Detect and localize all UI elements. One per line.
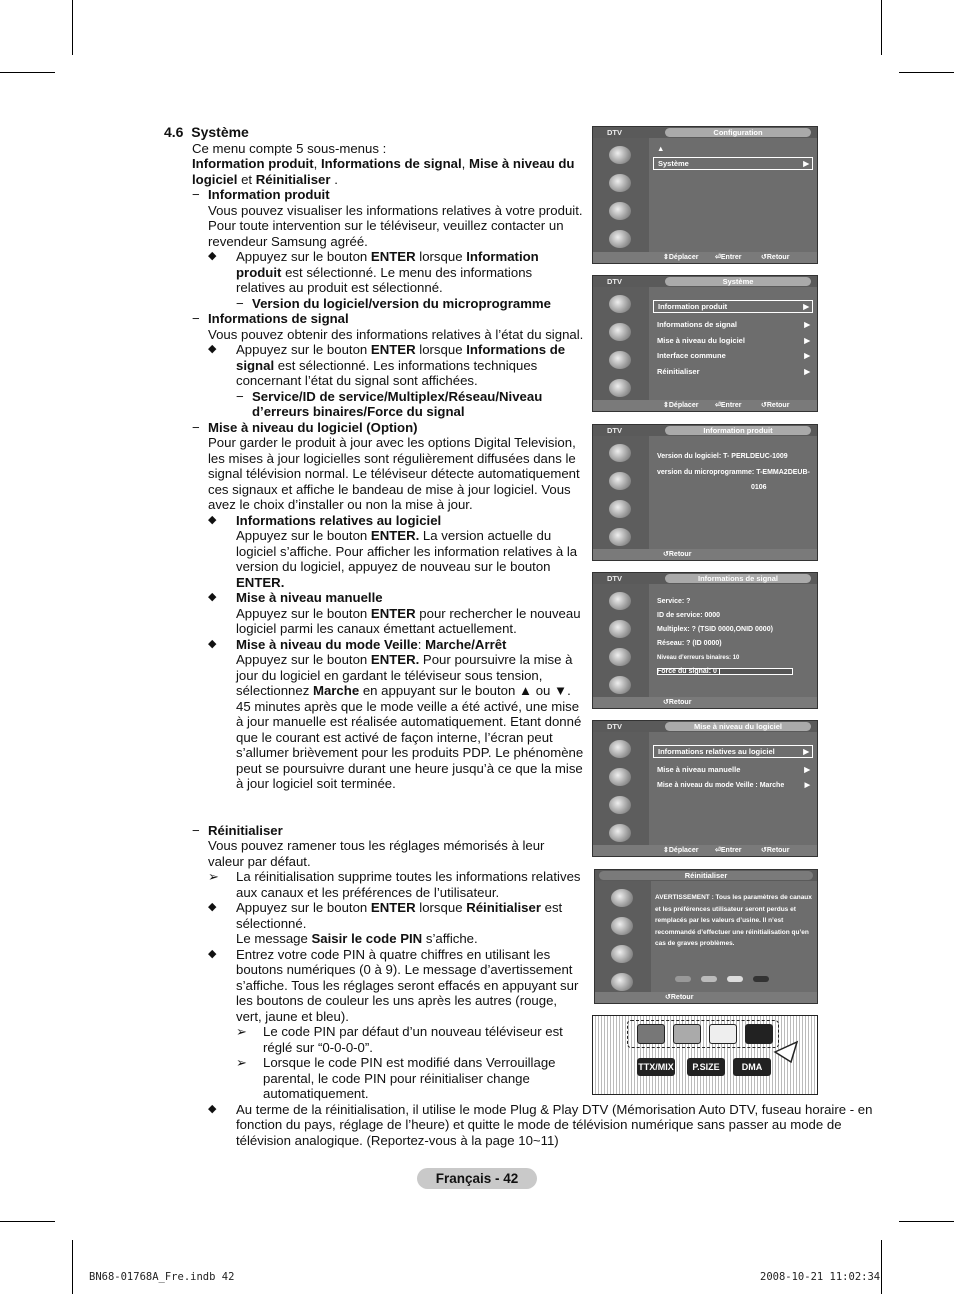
menu-item[interactable]: Mise à niveau du mode Veille : Marche ▶: [657, 781, 810, 789]
section-heading: 4.6 Système: [164, 124, 249, 140]
ttx-mix-button[interactable]: TTX/MIX: [637, 1058, 675, 1076]
menu-item[interactable]: Mise à niveau manuelle ▶: [657, 765, 810, 774]
menu-item[interactable]: Réinitialiser ▶: [657, 366, 810, 376]
crop-mark: [881, 0, 882, 55]
screen-mise-a-niveau: DTV Mise à niveau du logiciel Informations relatives au logiciel ▶ Mise à niveau manuelle ▶ Mise à niveau du mode Veille : Marche ▶ ⇕ Déplacer ⏎ Entrer ↺ Retour: [592, 720, 818, 857]
blue-dot: [753, 976, 769, 982]
picture-icon: [609, 295, 631, 313]
menu-item[interactable]: Information produit ▶: [653, 300, 813, 313]
crop-mark: [899, 1221, 954, 1222]
sound-icon: [609, 174, 631, 192]
intro: Ce menu compte 5 sous-menus : Information produit, Informations de signal, Mise à niveau du logiciel et Réinitialiser .: [192, 140, 575, 187]
yellow-dot: [727, 976, 743, 982]
imprint-file: BN68-01768A_Fre.indb 42: [89, 1271, 235, 1283]
picture-icon: [611, 889, 633, 907]
picture-icon: [609, 740, 631, 758]
sound-icon: [609, 472, 631, 490]
picture-icon: [609, 444, 631, 462]
color-buttons: [675, 976, 795, 982]
crop-mark: [72, 0, 73, 55]
menu-item[interactable]: Interface commune ▶: [657, 351, 810, 360]
setup-icon: [609, 230, 631, 248]
setup-icon: [609, 676, 631, 694]
menu-item[interactable]: Informations relatives au logiciel ▶: [653, 745, 813, 758]
screen-information-produit: DTV Information produit Version du logiciel: T- PERLDEUC-1009 version du microprogramme: T-EMMA2DEUB- 0106 ↺ Retour: [592, 424, 818, 561]
setup-icon: [611, 973, 633, 991]
yellow-button[interactable]: [709, 1024, 737, 1044]
crop-mark: [899, 72, 954, 73]
crop-mark: [881, 1240, 882, 1294]
screen-reinitialiser: Réinitialiser AVERTISSEMENT : Tous les paramètres de canaux et les préférences utilisateur seront perdus et remplacés par les valeurs d’usine. Il n’est recommandé d’effectuer une réinitialisation qu’en cas de graves problèmes. ↺ Retour: [594, 869, 818, 1004]
sound-icon: [609, 323, 631, 341]
blue-button[interactable]: [745, 1024, 773, 1044]
sound-icon: [609, 768, 631, 786]
menu-item[interactable]: Informations de signal ▶: [657, 320, 810, 329]
channel-icon: [609, 648, 631, 666]
page-footer: Français - 42: [417, 1168, 537, 1189]
remote-illustration: [592, 1015, 818, 1095]
crop-mark: [0, 1221, 55, 1222]
channel-icon: [609, 202, 631, 220]
info-signal: − Informations de signal Vous pouvez obtenir des informations relatives à l’état du signal. ◆ Appuyez sur le bouton ENTER lorsque Informations de signal est sélectionné. Les informations techniques concernant l’état du signal sont affichées. − Service/ID de service/Multiplex/Réseau/Niveau d’erreurs binaires/Force du signal: [192, 311, 584, 419]
channel-icon: [609, 500, 631, 518]
screen-informations-signal: DTV Informations de signal Service: ? ID de service: 0000 Multiplex: ? (TSID 0000,ONID 0000) Réseau: ? (ID 0000) Niveau d’erreurs binaires: 10 Force du signal: 0 ↺ Retour: [592, 572, 818, 709]
red-dot: [675, 976, 691, 982]
info-produit: − Information produit Vous pouvez visualiser les informations relatives à votre produit. Pour toute intervention sur le téléviseur, veuillez contacter un revendeur Samsung agréé. ◆ Appuyez sur le bouton ENTER lorsque Information produit est sélectionné. Le menu des informations relatives au produit est sélectionné. − Version du logiciel/version du microprogramme: [192, 187, 583, 311]
screen-configuration: DTV Configuration ▲ Système ▶ ⇕ Déplacer ⏎ Entrer ↺ Retour: [592, 126, 818, 264]
crop-mark: [0, 72, 55, 73]
menu-item[interactable]: Mise à niveau du logiciel ▶: [657, 335, 810, 345]
picture-icon: [609, 592, 631, 610]
menu-item-systeme[interactable]: Système ▶: [653, 157, 813, 170]
setup-icon: [609, 824, 631, 842]
green-button[interactable]: [673, 1024, 701, 1044]
sound-icon: [611, 917, 633, 935]
signal-strength-bar: [719, 668, 793, 675]
setup-icon: [609, 379, 631, 397]
crop-mark: [72, 1240, 73, 1294]
picture-icon: [609, 146, 631, 164]
setup-icon: [609, 528, 631, 546]
channel-icon: [609, 796, 631, 814]
reinitialiser: − Réinitialiser Vous pouvez ramener tous les réglages mémorisés à leur valeur par défaut. ➢ La réinitialisation supprime toutes les informations relatives aux canaux et les préférences de l’utilisateur. ◆ Appuyez sur le bouton ENTER lorsque Réinitialiser est sélectionné. Le message Saisir le code PIN s’affiche. ◆ Entrez votre code PIN à quatre chiffres en utilisant les boutons numériques (0 à 9). Le message d’avertissement s’affiche. Tous les réglages seront effacés en appuyant sur les boutons de couleur les uns après les autres (rouge, vert, jaune et bleu). ➢ Le code PIN par défaut d’un nouveau téléviseur est réglé sur “0-0-0-0”. ➢ Lorsque le code PIN est modifié dans Verrouillage parental, le code PIN pour réinitialiser change automatiquement. ◆ Au terme de la réinitialisation, il utilise le mode Plug & Play DTV (Mémorisation Auto DTV, fuseau horaire - en fonction du pays, réglage de l’heure) et quitte le mode de télévision numérique sans passer au mode de télévision analogique. (Reportez-vous à la page 10~11): [192, 822, 873, 1148]
dma-button[interactable]: DMA: [733, 1058, 771, 1076]
sound-icon: [609, 620, 631, 638]
channel-icon: [611, 945, 633, 963]
red-button[interactable]: [637, 1024, 665, 1044]
channel-icon: [609, 351, 631, 369]
screen-systeme: DTV Système Information produit ▶ Informations de signal ▶ Mise à niveau du logiciel ▶ Interface commune ▶ Réinitialiser ▶ ⇕ Déplacer ⏎ Entrer ↺ Retour: [592, 275, 818, 412]
green-dot: [701, 976, 717, 982]
imprint-date: 2008-10-21 11:02:34: [760, 1271, 881, 1283]
psize-button[interactable]: P.SIZE: [687, 1058, 725, 1076]
pointer-arrow-icon: [773, 1030, 813, 1070]
mise-a-niveau: − Mise à niveau du logiciel (Option) Pour garder le produit à jour avec les options Digital Television, les mises à jour logicielles sont régulièrement diffusées dans le signal télévision normal. Le téléviseur détecte automatiquement ces signaux et affiche le bandeau de mise à jour logiciel. Vous avez le choix d’installer ou non la mise à jour. ◆ Informations relatives au logiciel Appuyez sur le bouton ENTER. La version actuelle du logiciel s’affiche. Pour afficher les information relatives à la version du logiciel, appuyez de nouveau sur le bouton ENTER. ◆ Mise à niveau manuelle Appuyez sur le bouton ENTER pour rechercher le nouveau logiciel parmi les canaux émettant actuellement. ◆ Mise à niveau du mode Veille: Marche/Arrêt Appuyez sur le bouton ENTER. Pour poursuivre la mise à jour du logiciel en gardant le téléviseur sous tension, sélectionnez Marche en appuyant sur le bouton ▲ ou ▼. 45 minutes après que le mode veille a été activé, une mise à jour manuelle est réalisée automatiquement. Etant donné que le courant est activé de façon interne, l’écran peut s’allumer brièvement pour les produits PDP. Le phénomène peut se poursuivre durant une heure jusqu’à ce que la mise à jour logiciel soit terminée.: [192, 419, 584, 791]
